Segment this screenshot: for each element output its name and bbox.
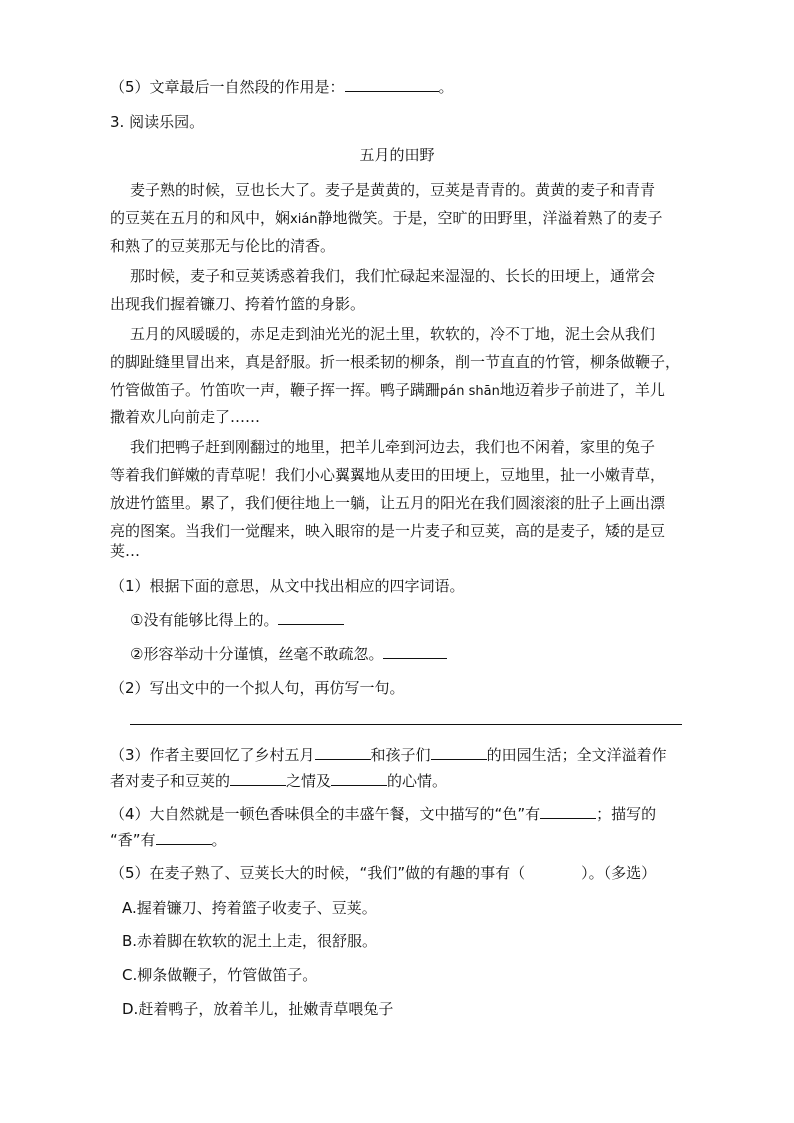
passage-line: 的豆荚在五月的和风中，娴xián静地微笑。于是，空旷的田野里，洋溢着熟了的麦子 [110,209,663,227]
answer-blank[interactable] [540,804,596,819]
passage-line: 五月的风暖暖的，赤足走到油光光的泥土里，软软的，冷不丁地，泥土会从我们 [130,325,656,343]
passage-line: 和熟了的豆荚那无与伦比的清香。 [110,237,336,255]
passage-line: 亮的图案。当我们一觉醒来，映入眼帘的是一片麦子和豆荚，高的是麦子，矮的是豆 [110,522,666,540]
passage-line: 竹管做笛子。竹笛吹一声，鞭子挥一挥。鸭子蹒跚pán shān地迈着步子前进了，羊儿 [110,381,665,399]
option-a[interactable]: A.握着镰刀、挎着篮子收麦子、豆荚。 [122,899,377,917]
passage-line: 我们把鸭子赶到刚翻过的地里，把羊儿牵到河边去，我们也不闲着，家里的兔子 [130,438,656,456]
answer-blank[interactable] [331,771,387,786]
answer-blank[interactable] [383,644,447,659]
passage-line: 的脚趾缝里冒出来，真是舒服。折一根柔韧的柳条，削一节直直的竹管，柳条做鞭子， [110,353,681,371]
pinyin-annotation: xián [290,212,318,227]
section-3-heading: 3. 阅读乐园。 [110,113,205,131]
passage-line: 那时候，麦子和豆荚诱惑着我们，我们忙碌起来湿湿的、长长的田埂上，通常会 [130,267,656,285]
passage-title: 五月的田野 [359,146,435,164]
answer-blank[interactable] [431,745,487,760]
answer-blank[interactable] [345,77,439,92]
pinyin-annotation: pán shān [440,384,500,399]
passage-line: 放进竹篮里。累了，我们便往地上一躺，让五月的阳光在我们圆滚滚的肚子上画出漂 [110,494,666,512]
question-2-stem: （2）写出文中的一个拟人句，再仿写一句。 [110,679,405,697]
answer-blank[interactable] [230,771,286,786]
question-3-line2: 者对麦子和豆荚的 之情及 的心情。 [110,772,448,790]
question-1b: ②形容举动十分谨慎，丝毫不敢疏忽。 [130,644,447,664]
passage-line: 出现我们握着镰刀、挎着竹篮的身影。 [110,295,366,313]
question-5-stem: （5）在麦子熟了、豆荚长大的时候，“我们”做的有趣的事有（ ）。（多选） [110,864,657,882]
question-3-line1: （3）作者主要回忆了乡村五月 和孩子们 的田园生活；全文洋溢着作 [110,746,667,764]
passage-line: 撒着欢儿向前走了…… [110,408,261,426]
option-d[interactable]: D.赶着鸭子，放着羊儿，扯嫩青草喂兔子 [122,1000,394,1018]
option-c[interactable]: C.柳条做鞭子，竹管做笛子。 [122,966,318,984]
passage-line: 等着我们鲜嫩的青草呢！我们小心翼翼地从麦田的田埂上，豆地里，扯一小嫩青草， [110,466,666,484]
answer-line[interactable] [130,724,682,725]
passage-line: 麦子熟的时候，豆也长大了。麦子是黄黄的，豆荚是青青的。黄黄的麦子和青青 [130,181,656,199]
answer-blank[interactable] [315,745,371,760]
prev-q5-text: （5）文章最后一自然段的作用是： [110,78,345,96]
question-4-line1: （4）大自然就是一顿色香味俱全的丰盛午餐，文中描写的“色”有 ；描写的 [110,805,657,823]
answer-blank[interactable] [156,830,212,845]
passage-line: 荚… [110,542,141,560]
answer-blank[interactable] [278,610,344,625]
prev-question-5: （5）文章最后一自然段的作用是： 。 [110,78,454,96]
question-1a: ①没有能够比得上的。 [130,610,344,630]
option-b[interactable]: B.赤着脚在软软的泥土上走，很舒服。 [122,932,378,950]
question-1-stem: （1）根据下面的意思，从文中找出相应的四字词语。 [110,577,465,595]
question-4-line2: “香”有 。 [110,831,227,849]
